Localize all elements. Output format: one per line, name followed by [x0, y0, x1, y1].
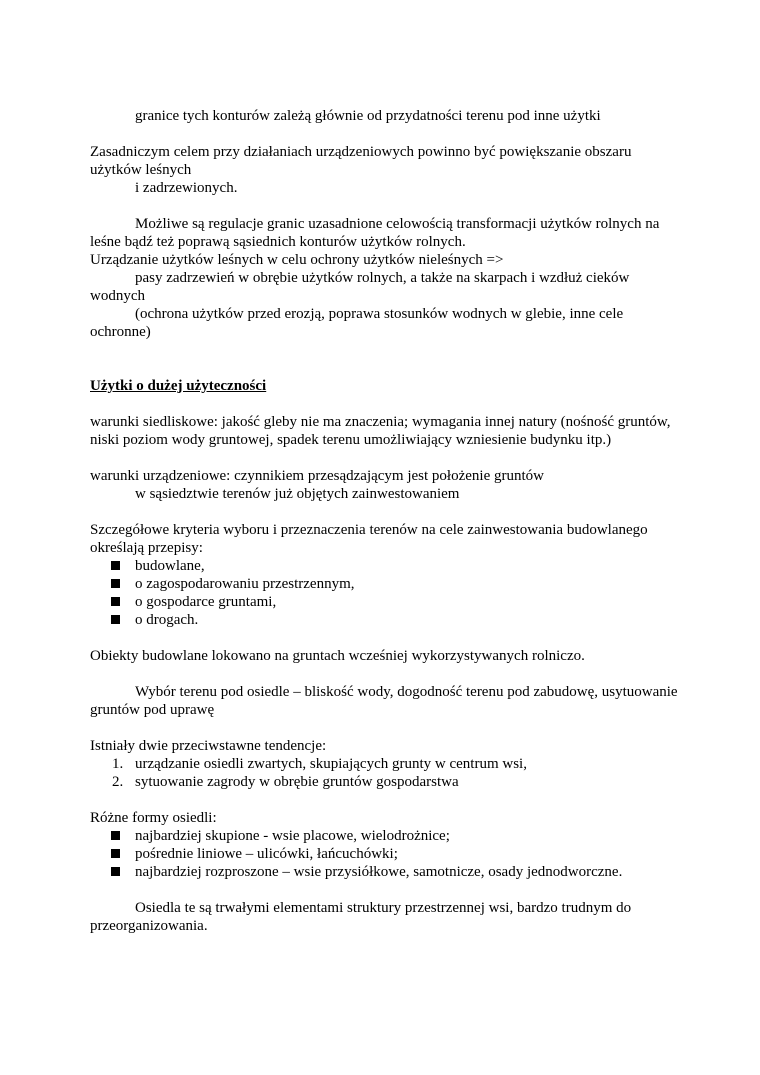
square-bullet-icon	[111, 597, 120, 606]
spacer	[90, 503, 680, 521]
spacer	[90, 791, 680, 809]
paragraph: Obiekty budowlane lokowano na gruntach wcześniej wykorzystywanych rolniczo.	[90, 648, 585, 664]
spacer	[90, 395, 680, 413]
square-bullet-icon	[111, 561, 120, 570]
paragraph: Wybór terenu pod osiedle – bliskość wody, dogodność terenu pod zabudowę, usytuowanie gruntów pod uprawę	[90, 684, 678, 718]
square-bullet-icon	[111, 615, 120, 624]
spacer	[90, 665, 680, 683]
paragraph: Zasadniczym celem przy działaniach urządzeniowych powinno być powiększanie obszaru użytków leśnych	[90, 144, 632, 178]
paragraph: (ochrona użytków przed erozją, poprawa stosunków wodnych w glebie, inne cele ochronne)	[90, 306, 624, 340]
list-item-text: urządzanie osiedli zwartych, skupiających grunty w centrum wsi,	[135, 756, 527, 772]
square-bullet-icon	[111, 849, 120, 858]
paragraph: Istniały dwie przeciwstawne tendencje:	[90, 738, 327, 754]
spacer	[90, 881, 680, 899]
paragraph: warunki urządzeniowe: czynnikiem przesądzającym jest położenie gruntów	[90, 468, 544, 484]
square-bullet-icon	[111, 867, 120, 876]
paragraph: Osiedla te są trwałymi elementami struktury przestrzennej wsi, bardzo trudnym do przeorganizowania.	[90, 900, 632, 934]
list-item-text: pośrednie liniowe – ulicówki, łańcuchówki;	[135, 846, 398, 862]
list-item-text: o drogach.	[135, 612, 199, 628]
list-item	[90, 755, 680, 773]
list-item	[90, 827, 680, 845]
list-item	[90, 773, 680, 791]
paragraph: Urządzanie użytków leśnych w celu ochrony użytków nieleśnych =>	[90, 252, 504, 268]
list-item	[90, 845, 680, 863]
list-item	[90, 863, 680, 881]
spacer	[90, 341, 680, 377]
paragraph: Różne formy osiedli:	[90, 810, 217, 826]
list-number: 1.	[112, 756, 124, 772]
bullet-list	[90, 827, 680, 881]
list-item-text: o zagospodarowaniu przestrzennym,	[135, 576, 355, 592]
spacer	[90, 719, 680, 737]
section-heading: Użytki o dużej użyteczności	[90, 378, 267, 394]
paragraph: Możliwe są regulacje granic uzasadnione celowością transformacji użytków rolnych na leśne bądź też poprawą sąsiednich konturów użytków rolnych.	[90, 216, 660, 250]
paragraph: w sąsiedztwie terenów już objętych zainwestowaniem	[135, 486, 460, 502]
list-item	[90, 593, 680, 611]
spacer	[90, 629, 680, 647]
list-item	[90, 557, 680, 575]
paragraph: i zadrzewionych.	[135, 180, 238, 196]
list-item	[90, 611, 680, 629]
list-item	[90, 575, 680, 593]
numbered-list	[90, 755, 680, 791]
square-bullet-icon	[111, 831, 120, 840]
spacer	[90, 125, 680, 143]
paragraph: warunki siedliskowe: jakość gleby nie ma znaczenia; wymagania innej natury (nośność gruntów, niski poziom wody gruntowej, spadek terenu umożliwiający wzniesienie budynku itp.)	[90, 414, 671, 448]
bullet-list	[90, 557, 680, 629]
spacer	[90, 449, 680, 467]
list-item-text: sytuowanie zagrody w obrębie gruntów gospodarstwa	[135, 774, 459, 790]
list-item-text: najbardziej rozproszone – wsie przysiółkowe, samotnicze, osady jednodworczne.	[135, 864, 623, 880]
list-item-text: budowlane,	[135, 558, 205, 574]
list-number: 2.	[112, 774, 124, 790]
square-bullet-icon	[111, 579, 120, 588]
paragraph: Szczegółowe kryteria wyboru i przeznaczenia terenów na cele zainwestowania budowlanego określają przepisy:	[90, 522, 648, 556]
list-item-text: o gospodarce gruntami,	[135, 594, 277, 610]
list-item-text: najbardziej skupione - wsie placowe, wielodrożnice;	[135, 828, 450, 844]
spacer	[90, 197, 680, 215]
paragraph: pasy zadrzewień w obrębie użytków rolnych, a także na skarpach i wzdłuż cieków wodnych	[90, 270, 630, 304]
document-body	[90, 107, 680, 935]
paragraph: granice tych konturów zależą głównie od przydatności terenu pod inne użytki	[135, 108, 601, 124]
